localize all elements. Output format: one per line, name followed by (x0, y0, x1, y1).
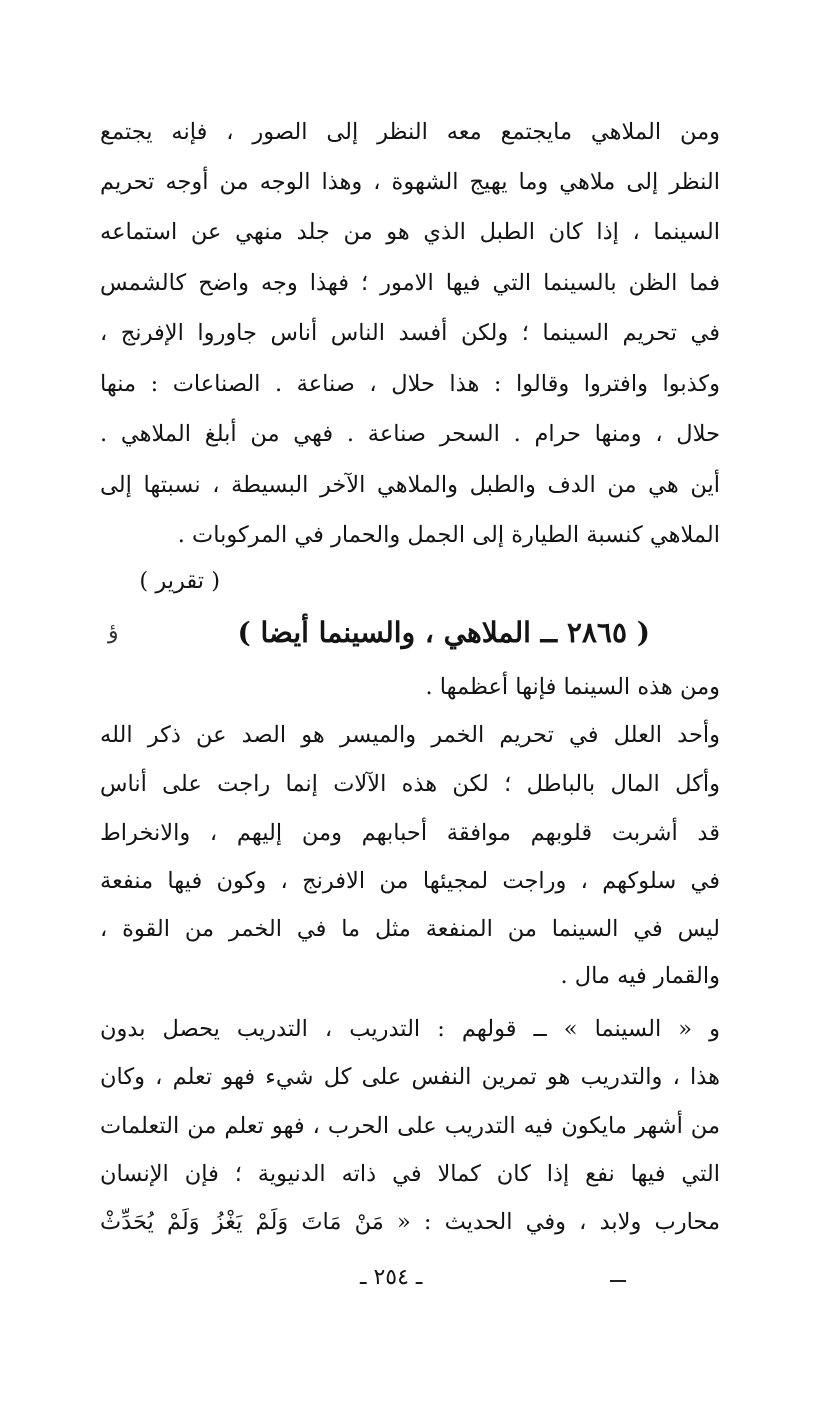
text-line: الملاهي كنسبة الطيارة إلى الجمل والحمار في المركوبات . (177, 522, 720, 548)
text-line: السينما ، إذا كان الطبل الذي هو من جلد منهي عن استماعه (100, 219, 720, 245)
text-line: قد أشربت قلوبهم موافقة أحبابهم ومن إليهم ، والانخراط (100, 820, 720, 846)
text-line: والقمار فيه مال . (560, 963, 720, 989)
footer-dash (610, 1280, 626, 1282)
text-line: و « السينما » ــ قولهم : التدريب ، التدريب يحصل بدون (100, 1016, 720, 1042)
text-line: ومن الملاهي مايجتمع معه النظر إلى الصور ، فإنه يجتمع (100, 119, 720, 145)
text-line: وكذبوا وافتروا وقالوا : هذا حلال ، صناعة . الصناعات : منها (100, 371, 720, 397)
text-line: وأكل المال بالباطل ؛ لكن هذه الآلات إنما راجت على أناس (100, 771, 720, 797)
margin-mark: ؤ (108, 619, 119, 644)
text-line: محارب ولابد ، وفي الحديث : « مَنْ مَاتَ وَلَمْ يَغْزُ وَلَمْ يُحَدِّثْ (100, 1209, 720, 1235)
text-line: التي فيها نفع إذا كان كمالا في ذاته الدنيوية ؛ فإن الإنسان (100, 1161, 720, 1187)
text-line: في تحريم السينما ؛ ولكن أفسد الناس أناس جاوروا الإفرنج ، (100, 320, 720, 346)
text-line: أين هي من الدف والطبل والملاهي الآخر البسيطة ، نسبتها إلى (100, 472, 720, 498)
section-heading: ( ٢٨٦٥ ــ الملاهي ، والسينما أيضا ) (237, 616, 650, 649)
page-footer (0, 1263, 820, 1293)
text-line: هذا ، والتدريب هو تمرين النفس على كل شيء فهو تعلم ، وكان (100, 1064, 720, 1090)
source-tag: ( تقرير ) (139, 568, 220, 594)
text-line: من أشهر مايكون فيه التدريب على الحرب ، فهو تعلم من التعلمات (100, 1113, 720, 1139)
text-line: فما الظن بالسينما التي فيها الامور ؛ فهذا وجه واضح كالشمس (100, 270, 720, 296)
text-line: في سلوكهم ، وراجت لمجيئها من الافرنج ، وكون فيها منفعة (100, 868, 720, 894)
text-line: ومن هذه السينما فإنها أعظمها . (425, 674, 720, 700)
text-line: ليس في السينما من المنفعة مثل ما في الخمر من القوة ، (100, 916, 720, 942)
page-number: ـ ٢٥٤ ـ (360, 1265, 423, 1290)
text-line: النظر إلى ملاهي وما يهيج الشهوة ، وهذا الوجه من أوجه تحريم (100, 169, 720, 195)
text-line: وأحد العلل في تحريم الخمر والميسر هو الصد عن ذكر الله (100, 722, 720, 748)
text-line: حلال ، ومنها حرام . السحر صناعة . فهي من أبلغ الملاهي . (100, 421, 720, 447)
